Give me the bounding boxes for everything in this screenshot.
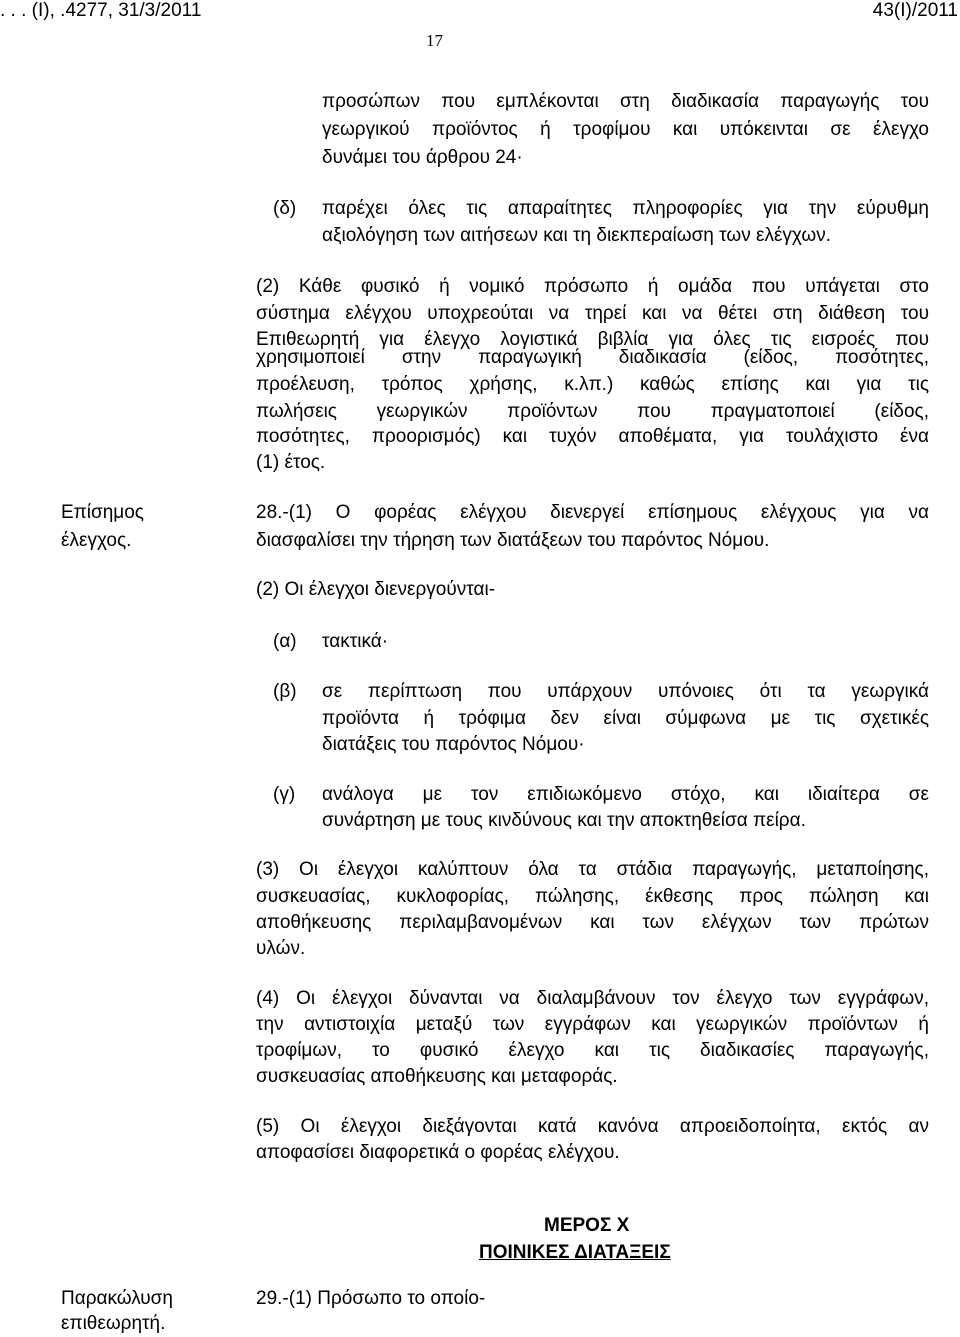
text-line: ανάλογα με τον επιδιωκόμενο στόχο, και ιδιαίτερα σε (322, 784, 929, 805)
margin-note: επιθεωρητή. (61, 1313, 166, 1334)
item-label: (γ) (273, 784, 296, 805)
text-line: (3) Οι έλεγχοι καλύπτουν όλα τα στάδια παραγωγής, μεταποίησης, (256, 859, 929, 880)
text-line: την αντιστοιχία μεταξύ των εγγράφων και γεωργικών προϊόντων ή (256, 1014, 929, 1035)
item-label: (δ) (273, 198, 297, 219)
text-line: παρέχει όλες τις απαραίτητες πληροφορίες για την εύρυθμη (322, 198, 929, 219)
text-line: 28.-(1) Ο φορέας ελέγχου διενεργεί επίσημους ελέγχους για να (256, 502, 929, 523)
text-line: προσώπων που εμπλέκονται στη διαδικασία παραγωγής του (322, 91, 929, 112)
text-line: αξιολόγηση των αιτήσεων και τη διεκπεραίωση των ελέγχων. (322, 225, 832, 246)
text-line: ποσότητες, προορισμός) και τυχόν αποθέματα, για τουλάχιστο ένα (256, 426, 929, 447)
item-label: (α) (273, 631, 297, 652)
text-line: τροφίμων, το φυσικό έλεγχο και τις διαδικασίες παραγωγής, (256, 1040, 929, 1061)
margin-note: Επίσημος (61, 502, 144, 523)
text-line: διατάξεις του παρόντος Νόμου· (322, 734, 585, 755)
text-line: (5) Οι έλεγχοι διεξάγονται κατά κανόνα απροειδοποίητα, εκτός αν (256, 1116, 929, 1137)
text-line: σε περίπτωση που υπάρχουν υπόνοιες ότι τα γεωργικά (322, 681, 929, 702)
text-line: αποφασίσει διαφορετικά ο φορέας ελέγχου. (256, 1142, 620, 1163)
text-line: συσκευασίας, κυκλοφορίας, πώλησης, έκθεσης προς πώληση και (256, 886, 929, 907)
text-line: Επιθεωρητή για έλεγχο λογιστικά βιβλία για όλες τις εισροές που (256, 329, 929, 350)
text-line: προέλευση, τρόπος χρήσης, κ.λπ.) καθώς επίσης και για τις (256, 374, 929, 395)
text-line: (2) Οι έλεγχοι διενεργούνται- (256, 579, 496, 600)
text-line: (1) έτος. (256, 452, 326, 473)
text-line: πωλήσεις γεωργικών προϊόντων που πραγματοποιεί (είδος, (256, 401, 929, 422)
margin-note: έλεγχος. (61, 530, 132, 551)
text-line: συσκευασίας αποθήκευσης και μεταφοράς. (256, 1066, 618, 1087)
item-label: (β) (273, 681, 297, 702)
text-line: 29.-(1) Πρόσωπο το οποίο- (256, 1288, 486, 1309)
text-line: δυνάμει του άρθρου 24· (322, 147, 523, 168)
text-line: γεωργικού προϊόντος ή τροφίμου και υπόκεινται σε έλεγχο (322, 119, 929, 140)
header-right: 43(Ι)/2011 (872, 0, 958, 21)
text-line: αποθήκευσης περιλαμβανομένων και των ελέγχων των πρώτων (256, 912, 929, 933)
text-line: προϊόντα ή τρόφιμα δεν είναι σύμφωνα με τις σχετικές (322, 708, 929, 729)
part-heading: ΜΕΡΟΣ Χ (544, 1215, 630, 1236)
text-line: (4) Οι έλεγχοι δύνανται να διαλαμβάνουν τον έλεγχο των εγγράφων, (256, 988, 929, 1009)
margin-note: Παρακώλυση (61, 1288, 173, 1309)
header-left: . . . (Ι), .4277, 31/3/2011 (0, 0, 202, 21)
text-line: διασφαλίσει την τήρηση των διατάξεων του παρόντος Νόμου. (256, 530, 770, 551)
text-line: συνάρτηση με τους κινδύνους και την αποκτηθείσα πείρα. (322, 810, 806, 831)
page-number: 17 (426, 31, 443, 50)
text-line: χρησιμοποιεί στην παραγωγική διαδικασία (είδος, ποσότητες, (256, 347, 929, 368)
text-line: τακτικά· (322, 631, 389, 652)
text-line: σύστημα ελέγχου υποχρεούται να τηρεί και να θέτει στη διάθεση του (256, 303, 929, 324)
text-line: υλών. (256, 938, 306, 959)
text-line: (2) Κάθε φυσικό ή νομικό πρόσωπο ή ομάδα που υπάγεται στο (256, 276, 929, 297)
part-subheading: ΠΟΙΝΙΚΕΣ ΔΙΑΤΑΞΕΙΣ (479, 1242, 671, 1263)
